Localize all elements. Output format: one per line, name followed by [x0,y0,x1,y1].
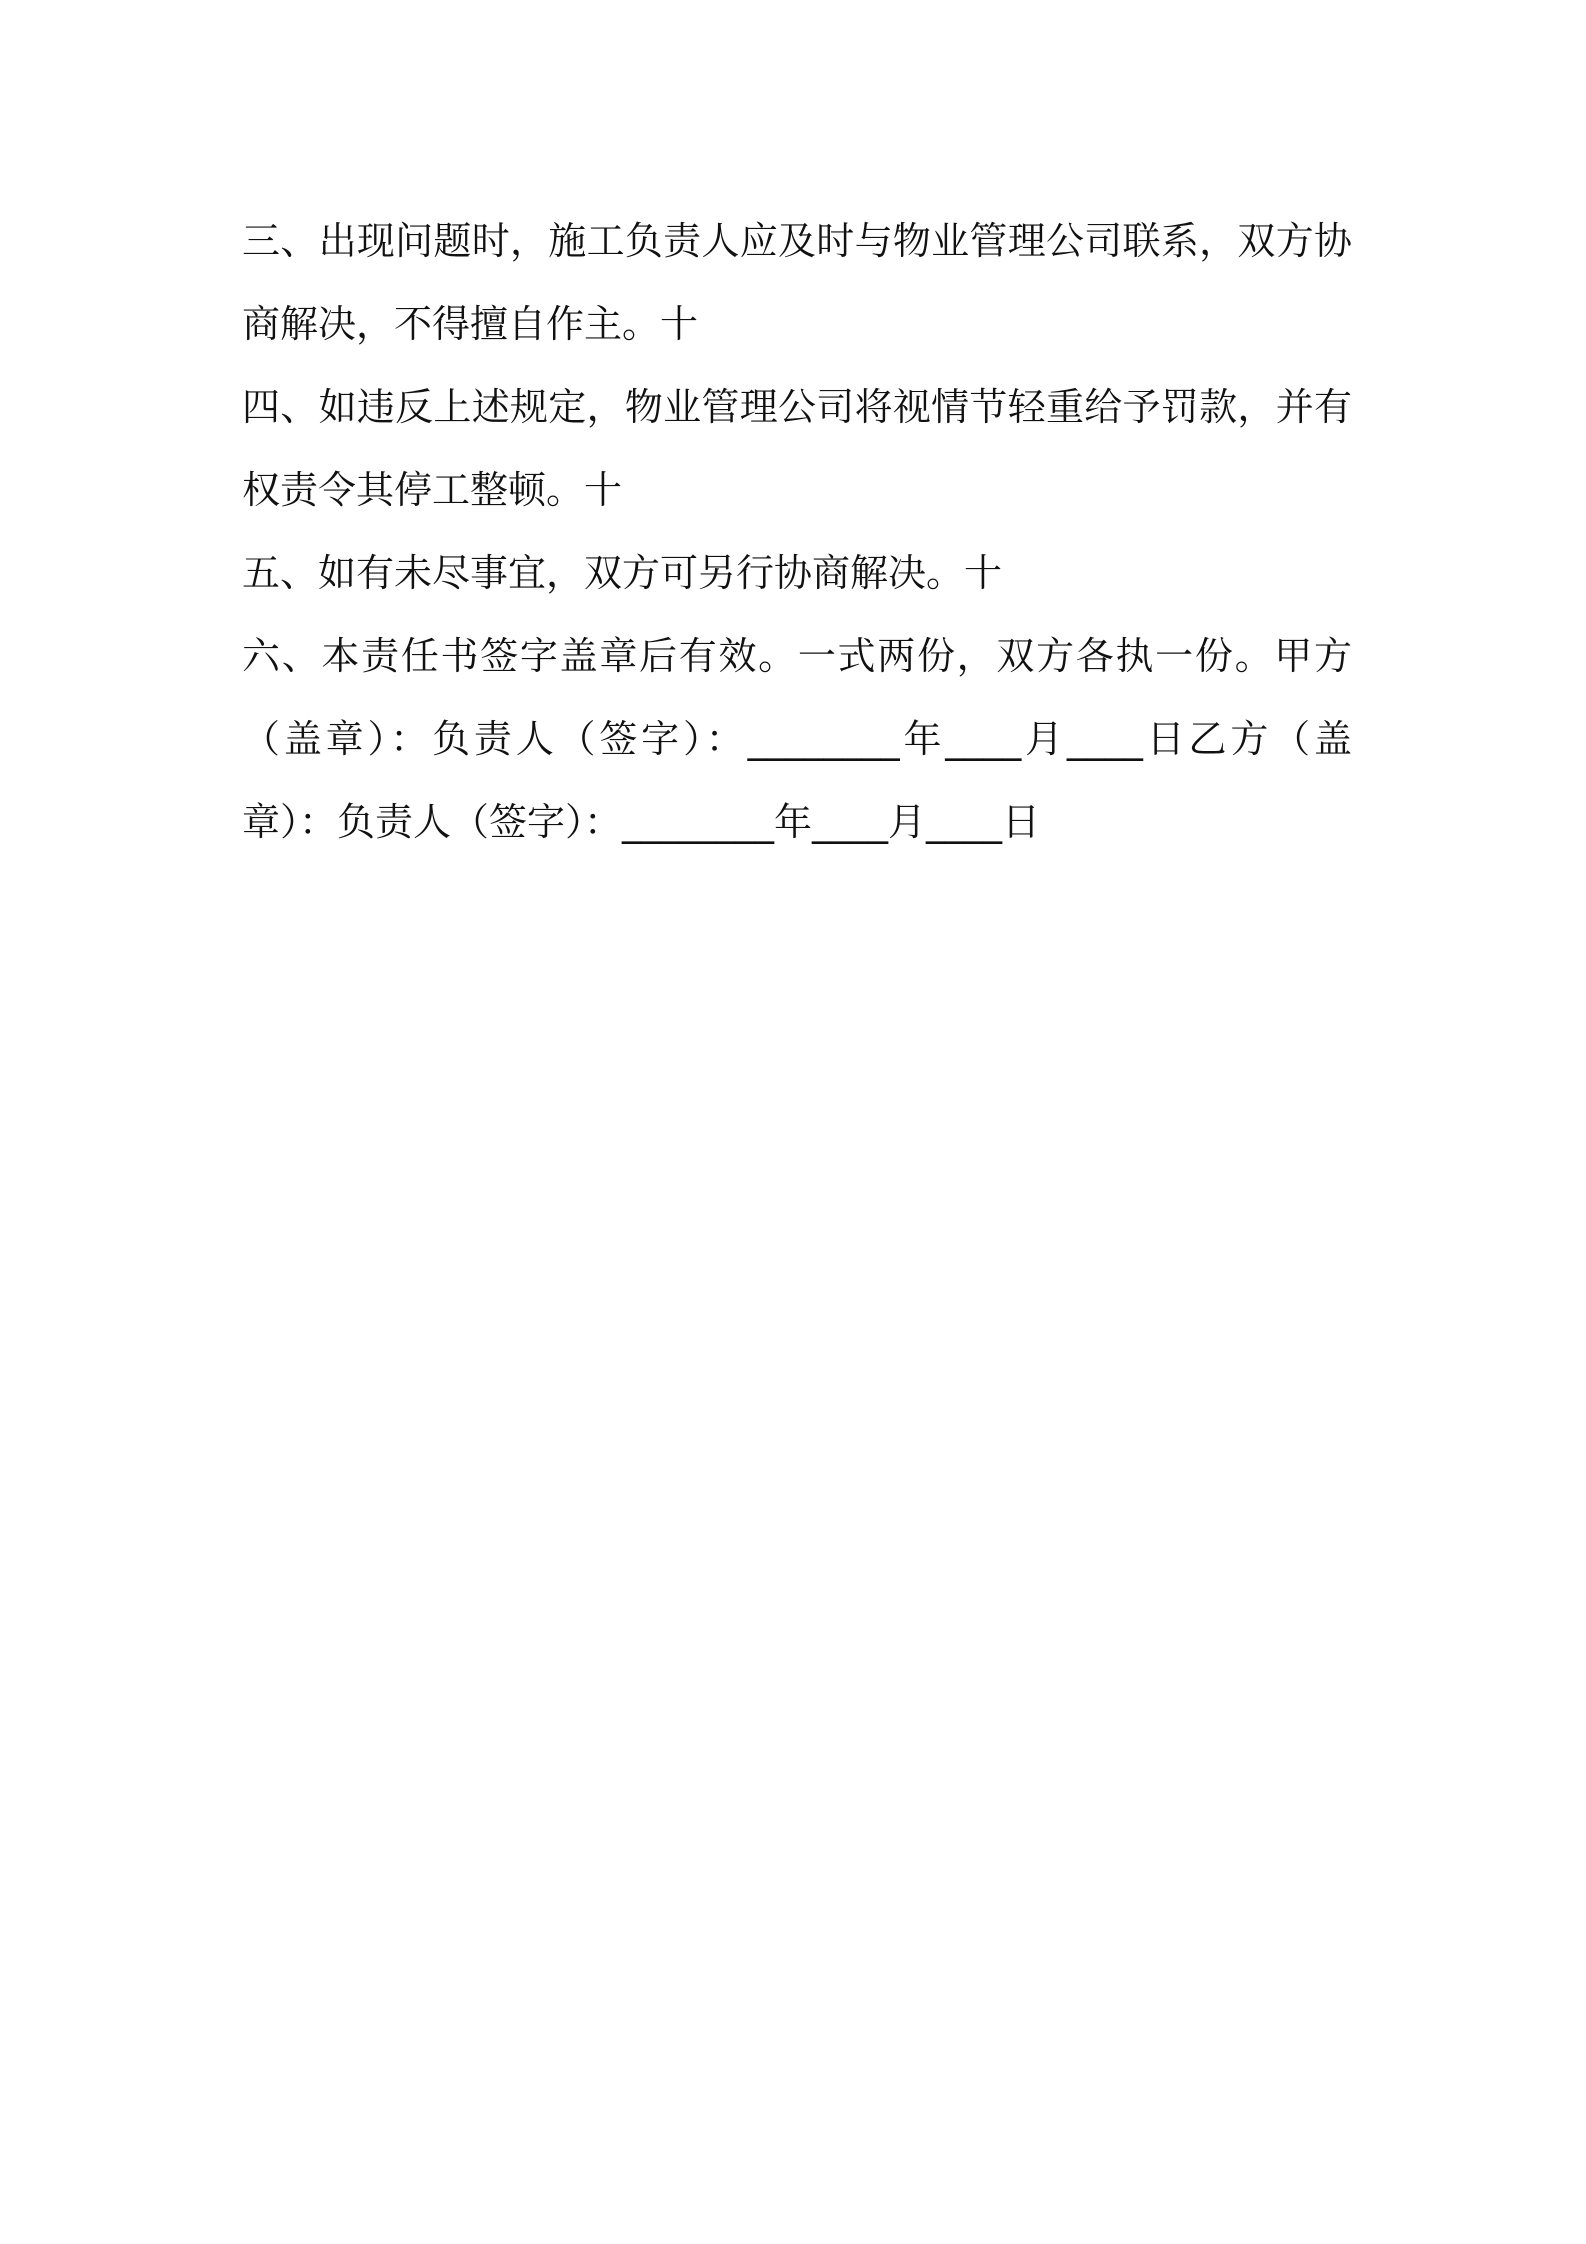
paragraph-3: 三、出现问题时，施工负责人应及时与物业管理公司联系，双方协商解决，不得擅自作主。十 [242,219,1352,346]
paragraph-4: 四、如违反上述规定，物业管理公司将视情节轻重给予罚款，并有权责令其停工整顿。十 [242,385,1352,512]
document-body [242,200,1352,864]
paragraph-6-signature-block: 六、本责任书签字盖章后有效。一式两份，双方各执一份。甲方（盖章）：负责人（签字）：________年____月____日乙方（盖章）：负责人（签字）：________年____月____日 [242,634,1352,844]
paragraph-5: 五、如有未尽事宜，双方可另行协商解决。十 [242,551,1003,595]
